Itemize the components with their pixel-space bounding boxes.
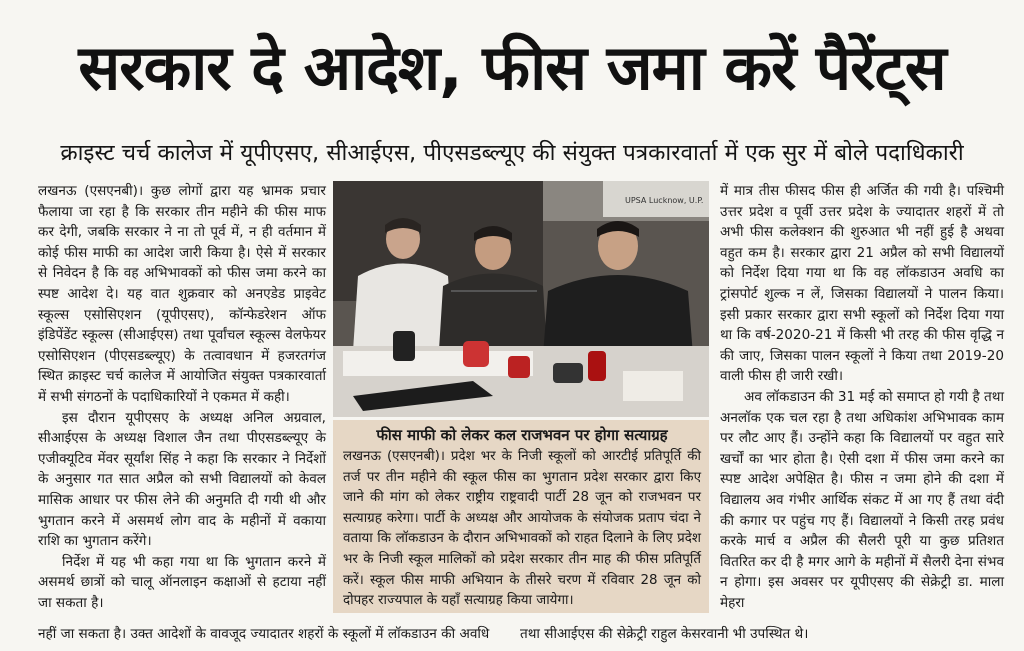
sidebar-story-title: फीस माफी को लेकर कल राजभवन पर होगा सत्याग्रह	[376, 426, 668, 444]
sidebar-story-box	[333, 420, 709, 613]
banner-text: UPSA Lucknow, U.P.	[625, 196, 704, 205]
press-conference-photo	[333, 181, 709, 417]
left-column	[38, 181, 326, 613]
right-paragraph-1: में मात्र तीस फीसद फीस ही अर्जित की गयी है। पश्चिमी उत्तर प्रदेश व पूर्वी उत्तर प्रदेश के ज्यादातर शहरों में तो अभी फीस कलेक्शन की शुरुआत भी नहीं हुई है अथवा वहुत कम है। सरकार द्वारा 21 अप्रैल को सभी विद्यालयों को निर्देश दिया गया था कि वह लॉकडाउन अवधि का ट्रांसपोर्ट शुल्क न लें, जिसका विद्यालयों ने पालन किया। इसी प्रकार सरकार द्वारा सभी स्कूलों को निर्देश दिया गया था कि वर्ष-2020-21 में किसी भी तरह की फीस वृद्धि न की जाए, जिसका पालन स्कूलों ने किया तथा 2019-20 वाली फीस ही जारी रखी।	[720, 183, 1004, 385]
bottom-line-left: नहीं जा सकता है। उक्त आदेशों के वावजूद ज्यादातर शहरों के स्कूलों में लॉकडाउन की अवधि	[38, 626, 490, 642]
sidebar-story-body: लखनऊ (एसएनबी)। प्रदेश भर के निजी स्कूलों को आरटीई प्रतिपूर्ति की तर्ज पर तीन महीने की स्कूल फीस का भुगतान प्रदेश सरकार द्वारा किए जाने की मांग को लेकर राष्ट्रीय राष्ट्रवादी पार्टी 28 जून को राजभवन पर सत्याग्रह करेगा। पार्टी के अध्यक्ष और आयोजक के संयोजक प्रताप चंदा ने वताया कि लॉकडाउन के दौरान अभिभावकों को राहत दिलाने के लिए प्रदेश भर के निजी स्कूल मालिकों को प्रदेश सरकार तीन माह की फीस प्रतिपूर्ति करें। स्कूल फीस माफी अभियान के तीसरे चरण में रविवार 28 जून को दोपहर राज्यपाल के यहाँ सत्याग्रह किया जायेगा।	[343, 449, 701, 609]
right-paragraph-2: अव लॉकडाउन की 31 मई को समाप्त हो गयी है तथा अनलॉक एक चल रहा है तथा अधिकांश अभिभावक काम पर लौट आए हैं। उन्होंने कहा कि विद्यालयों पर वहुत सारे खर्चों का भार होता है। ऐसी दशा में फीस जमा करने का स्पष्ट आदेश अपेक्षित है। फीस न जमा होने की दशा में विद्यालय अव गंभीर आर्थिक संकट में आ गए हैं तथा वंदी की कगार पर पहुंच गए हैं। विद्यालयों ने किसी तरह प्रवंध करके मार्च व अप्रैल की सैलरी पूरी या कुछ प्रतिशत वितरित कर दी है मगर आगे के महीनों में सैलरी देना संभव न होगा। इस अवसर पर यूपीएसए की सेक्रेट्री डा. माला मेहरा	[720, 388, 1004, 611]
bottom-line-right: तथा सीआईएस की सेक्रेट्री राहुल केसरवानी भी उपस्थित थे।	[520, 626, 809, 642]
subheadline: क्राइस्ट चर्च कालेज में यूपीएसए, सीआईएस, पीएसडब्ल्यूए की संयुक्त पत्रकारवार्ता में एक सुर में बोले पदाधिकारी	[60, 140, 964, 166]
left-paragraph-2: इस दौरान यूपीएसए के अध्यक्ष अनिल अग्रवाल, सीआईएस के अध्यक्ष विशाल जैन तथा पीएसडब्ल्यूए के एजीक्यूटिव मेंवर सूर्यांश सिंह ने कहा कि सरकार ने निर्देशों के अनुसार गत सात अप्रैल को सभी विद्यालयों को केवल मासिक आधार पर फीस लेने की अनुमति दी गयी थी और भुगतान करने में असमर्थ लोग वाद के महीनों में वकाया राशि का भुगतान करेंगे।	[38, 409, 326, 550]
left-paragraph-1: लखनऊ (एसएनबी)। कुछ लोगों द्वारा यह भ्रामक प्रचार फैलाया जा रहा है कि सरकार तीन महीने की फीस माफ कर देगी, जबकि सरकार ने ना तो पूर्व में, न ही वर्तमान में कोई फीस माफी का आदेश जारी किया है। ऐसे में सरकार से निवेदन है कि वह अभिभावकों को फीस जमा करने का स्पष्ट आदेश दे। यह वात शुक्रवार को अनएडेड प्राइवेट स्कूल्स एसोसिएशन (यूपीएसए), कॉन्फेडरेशन ऑफ इंडिपेंडेंट स्कूल्स (सीआईएस) तथा पूर्वांचल स्कूल्स वेलफेयर एसोसिएशन (पीएसडब्ल्यूए) के तत्वावधान में हजरतगंज स्थित क्राइस्ट चर्च कालेज में आयोजित संयुक्त पत्रकारवार्ता में सभी संगठनों के पदाधिकारियों ने एकमत में कही।	[38, 183, 326, 405]
right-column	[720, 181, 1004, 613]
headline: सरकार दे आदेश, फीस जमा करें पैरेंट्स	[78, 31, 946, 104]
left-paragraph-3: निर्देश में यह भी कहा गया था कि भुगतान करने में असमर्थ छात्रों को चालू ऑनलाइन कक्षाओं से हटाया नहीं जा सकता है।	[38, 553, 326, 611]
photo-illustration	[333, 181, 709, 417]
